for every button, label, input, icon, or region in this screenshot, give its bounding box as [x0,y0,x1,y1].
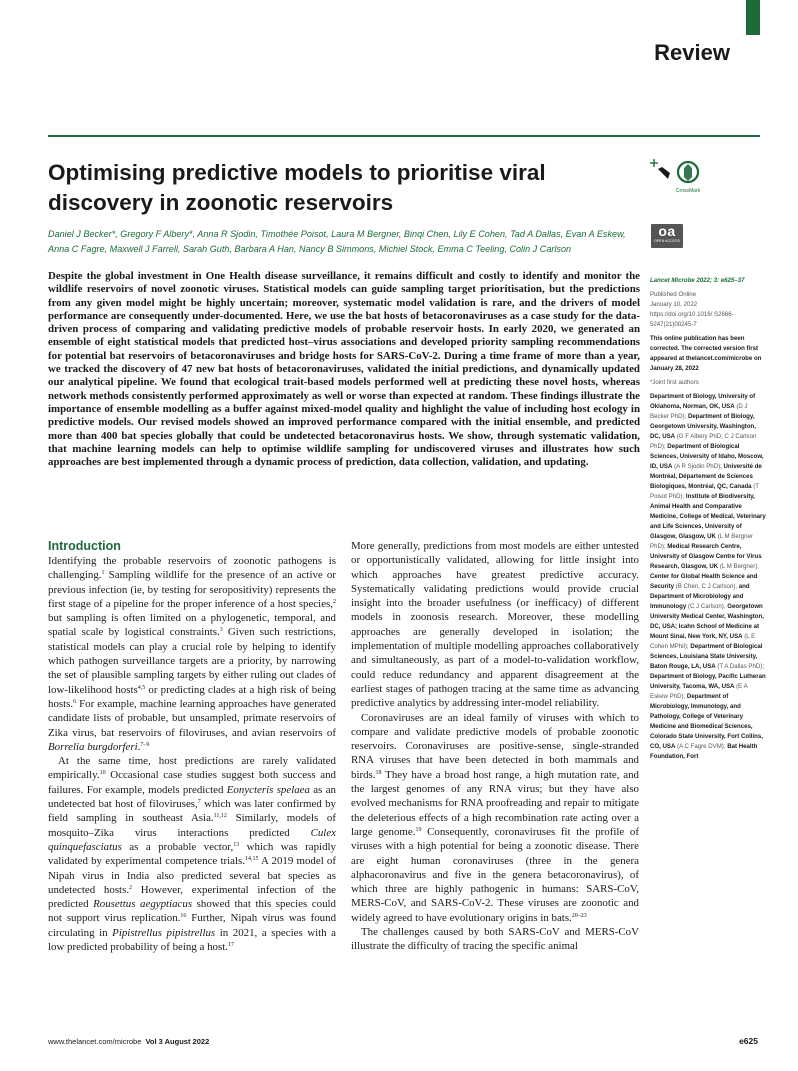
paragraph: More generally, predictions from most models are either untested or opportunistically validated, allowing for little insight into which approaches have greatest predictive accuracy. Systematically validating predictions would provide crucial insight into the broader usefulness (or inefficacy) of different models in zoonosis research. Moreover, these modelling approaches are generally developed in isolation; the implementation of multiple modelling approaches collaboratively and simultaneously, as part of a model-to-validation workflow, could reduce redundancy and apparent disagreement at the earliest stages of pathogen tracing at the same time as advancing predictive analytics by addressing inter-model reliability. [351,540,639,710]
section-color-bar [746,0,760,35]
crossmark-icon [648,155,708,195]
intro-heading: Introduction [48,539,121,553]
footer-site[interactable]: www.thelancet.com/microbe [48,1037,142,1046]
footer-left [48,1037,209,1046]
open-access-badge [651,224,683,248]
published-label: Published Online [650,291,697,298]
doi-link[interactable]: https://doi.org/10.1016/ S2666-5247(21)00245-7 [650,311,734,328]
crossmark-badge[interactable] [648,155,708,195]
paragraph: Coronaviruses are an ideal family of viruses with which to compare and validate predictive models of probable zoonotic reservoirs. Coronaviruses are positive-sense, single-stranded RNA viruses that have been detected in both mammals and birds.$^{18}$ They have a broad host range, a high mutation rate, and the largest genomes of any RNA virus; but they have also evolved mechanisms for RNA proofreading and repair to mitigate the deleterious effects of a high recombination rate acting over a large genome.$^{19}$ Consequently, coronaviruses fit the profile of viruses with a high potential for being a zoonotic disease. There are eight human coronaviruses (three in the genera alphacoronavirus and five in the genera betacoronavirus), of which three are highly pathogenic in humans: SARS-CoV, MERS-CoV, and SARS-CoV-2. These viruses are zoonotic and widely agreed to have evolutionary origins in bats.$^{20-23}$ [351,711,639,924]
affiliations: Department of Biology, University of Oklahoma, Norman, OK, USA (D J Becker PhD); Department of Biology, Georgetown University, Washington, DC, USA (G F Albery PhD, C J Carlson PhD); Department of Biological Sciences, University of Idaho, Moscow, ID, USA (A R Sjodin PhD); Université de Montréal, Département de Sciences Biologiques, Montréal, QC, Canada (T Poisot PhD); Institute of Biodiversity, Animal Health and Comparative Medicine, College of Medical, Veterinary and Life Sciences, University of Glasgow, Glasgow, UK (L M Bergner PhD); Medical Research Centre, University of Glasgow Centre for Virus Research, Glasgow, UK (L M Bergner); Center for Global Health Science and Security (B Chen, C J Carlson), and Department of Microbiology and Immunology (C J Carlson), Georgetown University Medical Center, Washington, DC, USA; Icahn School of Medicine at Mount Sinai, New York, NY, USA (L E Cohen MPhil); Department of Biological Sciences, Louisiana State University, Baton Rouge, LA, USA (T A Dallas PhD); Department of Biology, Pacific Lutheran University, Tacoma, WA, USA (E A Eskew PhD); Department of Microbiology, Immunology, and Pathology, College of Veterinary Medicine and Biomedical Sciences, Colorado State University, Fort Collins, CO, USA (A C Fagre DVM); Bat Health Foundation, Fort [650,393,766,760]
header-rule [48,135,760,137]
article-title: Optimising predictive models to prioritise viral discovery in zoonotic reservoirs [48,160,546,215]
body-column-left [48,554,336,954]
journal-citation: Lancet Microbe 2022; 3: e625–37 [650,277,745,284]
footer-volume: Vol 3 August 2022 [145,1037,210,1046]
page-number: e625 [739,1036,758,1046]
paragraph: At the same time, host predictions are rarely validated empirically.$^{10}$ Occasional case studies suggest both success and failures. For example, models predicted Eonycteris spelaea as an undetected bat host of filoviruses,$^7$ which was later confirmed by field sampling in southeast Asia.$^{11,12}$ Similarly, models of mosquito–Zika virus interactions predicted Culex quinquefasciatus as a probable vector,$^{13}$ which was rapidly validated by experimental competence trials.$^{14,15}$ A 2019 model of Nipah virus in India also predicted several bat species as undetected hosts.$^2$ However, experimental infection of the predicted Rousettus aegyptiacus showed that this species could not support virus replication.$^{16}$ Further, Nipah virus was found circulating in Pipistrellus pipistrellus in 2021, a species with a low predicted probability of being a host.$^{17}$ [48,755,337,954]
sidebar-metadata [650,276,766,762]
paragraph: The challenges caused by both SARS-CoV and MERS-CoV illustrate the difficulty of tracing the specific animal [351,926,639,953]
joint-authors-note: *Joint first authors [650,379,699,386]
crossmark-label: CrossMark [675,188,701,194]
correction-note: This online publication has been corrected. The corrected version first appeared at thelancet.com/microbe on January 28, 2022 [650,335,762,372]
oa-label: oa [658,223,676,239]
body-column-right [351,539,639,954]
paragraph: Identifying the probable reservoirs of zoonotic pathogens is challenging.$^1$ Sampling wildlife for the presence of an active or previous infection (ie, by testing for seropositivity) represents the first stage of a pipeline for the proper inference of a host species,$^2$ but sampling is often limited on a phylogenetic, temporal, and spatial scale by logistical constraints.$^3$ Given such restrictions, statistical models can play a crucial role by helping to identify which pathogen surveillance targets are a priority, by narrowing the set of plausible sampling targets by either ruling out clades of low-likelihood hosts$^{4,5}$ or predicting clades at a high risk of being hosts.$^6$ For example, machine learning approaches have generated candidate lists of probable, but unsampled, primate reservoirs of Zika virus, bat reservoirs of filoviruses, and avian reservoirs of Borrelia burgdorferi.$^{7-9}$ [48,555,337,753]
section-label: Review [654,40,730,65]
abstract: Despite the global investment in One Health disease surveillance, it remains difficult and costly to identify and monitor the wildlife reservoirs of novel zoonotic viruses. Statistical models can guide sampling target prioritisation, but the predictions from any given model might be highly uncertain; moreover, systematic model validation is rare, and the drivers of model performance are consequently under-documented. Here, we use the bat hosts of betacoronaviruses as a case study for the data-driven process of comparing and validating predictive models of probable reservoir hosts. In early 2020, we generated an ensemble of eight statistical models that predicted host–virus associations and developed priority sampling recommendations for potential bat reservoirs of betacoronaviruses and bridge hosts for SARS-CoV-2. During a time frame of more than a year, we tracked the discovery of 47 new bat hosts of betacoronaviruses, validated the initial predictions, and dynamically updated our analytical pipeline. We found that ecological trait-based models performed well at predicting these novel hosts, whereas network methods consistently performed approximately as well or worse than expected at random. These findings illustrate the importance of ensemble modelling as a buffer against mixed-model quality and highlight the value of including host ecology in predictive models. Our revised models showed an improved performance compared with the initial ensemble, and predicted more than 400 bat species globally that could be undetected betacoronavirus hosts. We show, through systematic validation, that machine learning models can help to optimise wildlife sampling for undiscovered viruses and illustrates how such approaches are best implemented through a dynamic process of prediction, data collection, validation, and updating. [48,270,640,469]
published-date: January 10, 2022 [650,301,698,308]
author-list: Daniel J Becker*, Gregory F Albery*, Anna R Sjodin, Timothée Poisot, Laura M Bergner, Binqi Chen, Lily E Cohen, Tad A Dallas, Evan A Eskew, Anna C Fagre, Maxwell J Farrell, Sarah Guth, Barbara A Han, Nancy B Simmons, Michiel Stock, Emma C Teeling, Colin J Carlson [48,229,626,254]
oa-sub-label: OPEN ACCESS [654,239,680,243]
